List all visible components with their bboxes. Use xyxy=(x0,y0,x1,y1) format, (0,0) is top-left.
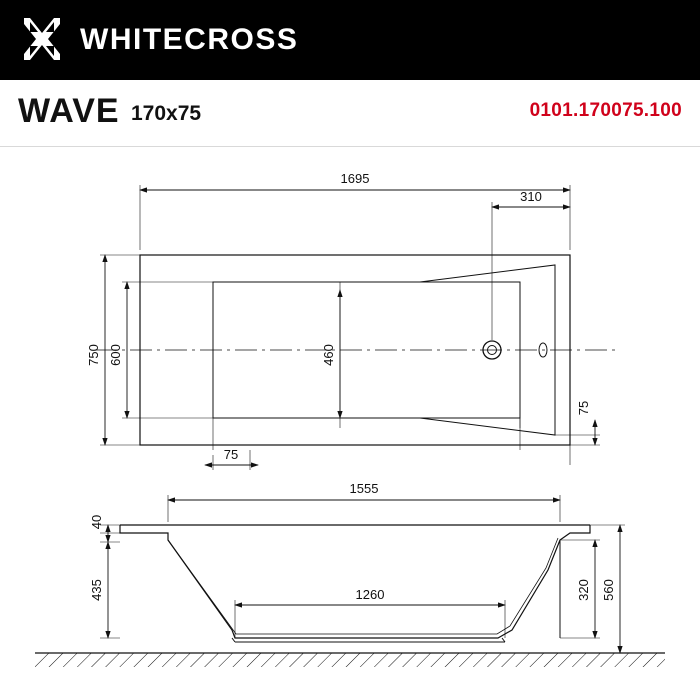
dim-rim-offset: 40 xyxy=(89,514,104,530)
dim-height-overall: 560 xyxy=(601,579,616,601)
product-code: 0101.170075.100 xyxy=(529,100,682,121)
product-size: 170x75 xyxy=(131,102,202,125)
dim-height-inner: 435 xyxy=(89,579,104,601)
dim-bottom-height: 320 xyxy=(576,579,591,601)
bathtub-top-view-outline xyxy=(95,255,615,445)
brand-name: WHITECROSS xyxy=(80,23,299,56)
dim-overall-width: 750 xyxy=(86,344,101,366)
bathtub-side-view-outline xyxy=(35,525,665,667)
header-divider xyxy=(0,146,700,147)
dim-edge-bottom: 75 xyxy=(223,447,239,462)
dim-bottom-length: 1260 xyxy=(355,587,385,602)
whitecross-x-logo-icon xyxy=(18,16,66,64)
product-model: WAVE xyxy=(18,92,120,130)
technical-drawing xyxy=(0,150,700,700)
page-header xyxy=(0,0,700,80)
dim-bottom-width: 460 xyxy=(321,344,336,366)
dim-inner-offset-right: 310 xyxy=(520,189,542,204)
dim-rim-length: 1555 xyxy=(349,481,379,496)
dim-overall-length: 1695 xyxy=(340,171,370,186)
dim-inner-width: 600 xyxy=(108,344,123,366)
product-title-row xyxy=(0,80,700,144)
dim-edge-right: 75 xyxy=(576,400,591,416)
